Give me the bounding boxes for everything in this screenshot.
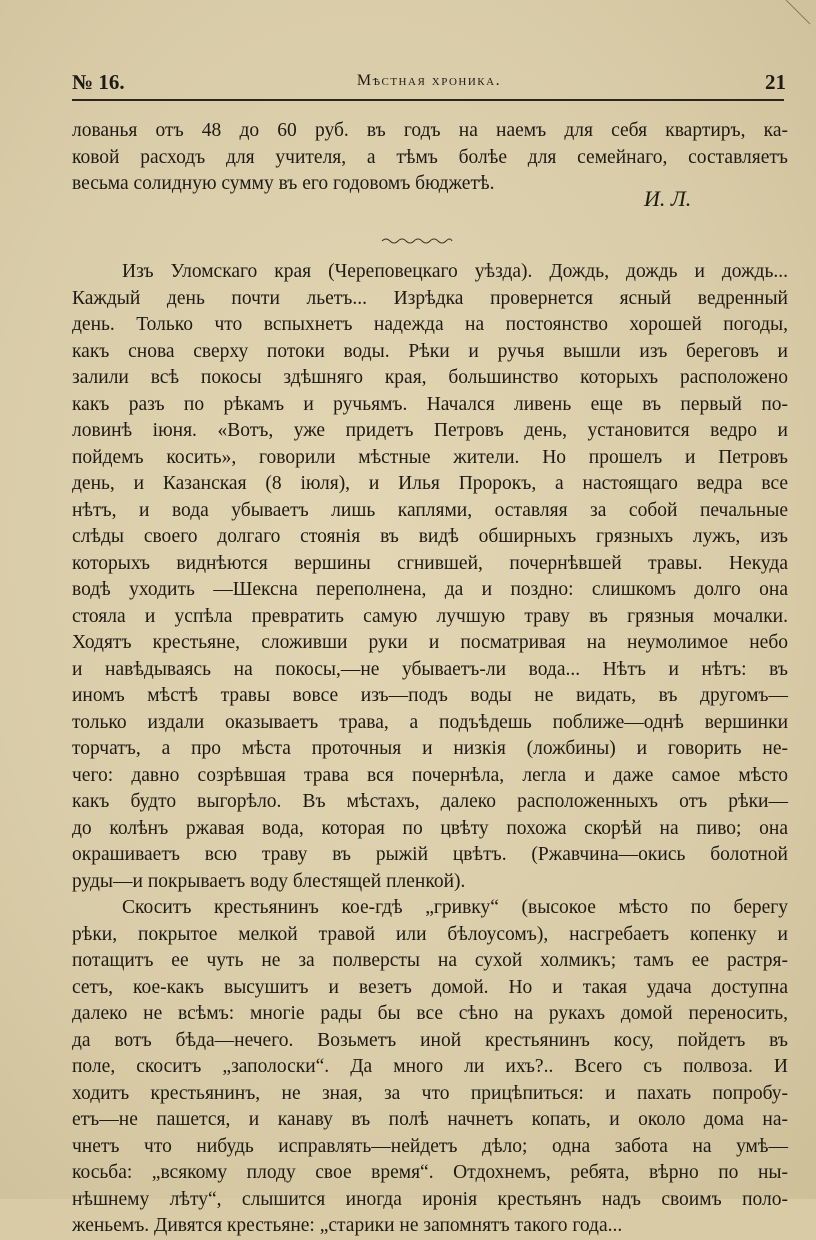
text-line: залили всѣ покосы здѣшняго края, большинство которыхъ расположено <box>72 367 788 388</box>
page-corner-fold <box>776 0 816 40</box>
text-line: ходитъ крестьянинъ, не зная, за что прицѣпиться: и пахать попробу- <box>72 1082 788 1104</box>
text-line: косьба: „всякому плоду свое время“. Отдохнемъ, ребята, вѣрно по ны- <box>72 1162 788 1183</box>
text-line: окрашиваетъ всю траву въ рыжій цвѣтъ. (Ржавчина—окись болотной <box>72 844 788 865</box>
text-line: ловинѣ іюня. «Вотъ, уже придетъ Петровъ день, установится ведро и <box>72 420 788 441</box>
text-line: далеко не всѣмъ: многіе рады бы все сѣно на рукахъ домой переносить, <box>72 1003 788 1024</box>
text-line: какъ разъ по рѣкамъ и ручьямъ. Начался ливень еще въ первый по- <box>72 393 788 415</box>
text-line: сетъ, кое-какъ высушитъ и везетъ домой. Но и такая удача доступна <box>72 976 788 998</box>
section-divider-ornament <box>382 236 452 246</box>
author-signature: И. Л. <box>644 186 692 211</box>
text-line: которыхъ виднѣются вершины сгнившей, почернѣвшей травы. Некуда <box>72 552 788 574</box>
text-line: лованья отъ 48 до 60 руб. въ годъ на наемъ для себя квартиръ, ка- <box>72 120 788 141</box>
text-line: до колѣнъ ржавая вода, которая по цвѣту похожа скорѣй на пиво; она <box>72 817 788 839</box>
text-line: рѣки, покрытое мелкой травой или бѣлоусомъ), насгребаетъ копенку и <box>72 923 788 945</box>
article-body <box>72 259 788 1240</box>
text-line: какъ снова сверху потоки воды. Рѣки и ручья вышли изъ береговъ и <box>72 340 788 362</box>
running-header <box>72 66 786 96</box>
text-line: женьемъ. Дивятся крестьяне: „старики не запомнятъ такого года... <box>72 1215 623 1236</box>
text-line: поле, скоситъ „заполоски“. Да много ли ихъ?.. Всего съ полвоза. И <box>72 1056 788 1077</box>
text-line: водѣ уходить —Шексна переполнена, да и поздно: слишкомъ долго она <box>72 579 788 600</box>
page-number: 21 <box>765 70 786 94</box>
text-line: слѣды своего долгаго стоянія въ видѣ обширныхъ грязныхъ лужъ, изъ <box>72 526 788 547</box>
text-line: ковой расходъ для учителя, а тѣмъ болѣе для семейнаго, составляетъ <box>72 146 788 168</box>
text-line: да вотъ бѣда—нечего. Возьметъ иной крестьянинъ косу, пойдетъ въ <box>72 1029 788 1051</box>
text-line: Каждый день почти льетъ... Изрѣдка провернется ясный ведренный <box>72 287 788 309</box>
text-line: какъ будто выгорѣло. Въ мѣстахъ, далеко расположенныхъ отъ рѣки— <box>72 791 788 812</box>
text-line: день. Только что вспыхнетъ надежда на постоянство хорошей погоды, <box>72 314 788 335</box>
text-line: Скоситъ крестьянинъ кое-гдѣ „гривку“ (высокое мѣсто по берегу <box>122 897 788 918</box>
text-line: нѣтъ, и вода убываетъ лишь каплями, оставляя за собой печальные <box>72 499 788 521</box>
text-line: торчатъ, а про мѣста проточныя и низкія (ложбины) и говорить не- <box>72 738 788 759</box>
text-line: чего: давно созрѣвшая трава вся почернѣла, легла и даже самое мѣсто <box>72 764 788 786</box>
text-line: Изъ Уломскаго края (Череповецкаго уѣзда). Дождь, дождь и дождь... <box>122 261 788 282</box>
text-line: етъ—не пашется, и канаву въ полѣ начнетъ копать, и около дома на- <box>72 1109 788 1130</box>
issue-number: № 16. <box>72 70 125 94</box>
text-line: стояла и успѣла превратить самую лучшую траву въ грязныя мочалки. <box>72 605 788 627</box>
text-line: день, и Казанская (8 іюля), и Илья Пророкъ, а настоящаго ведра все <box>72 473 788 494</box>
text-line: потащитъ ее чуть не за полверсты на сухой холмикъ; тамъ ее растря- <box>72 950 788 971</box>
text-line: пойдемъ косить», говорили мѣстные жители. Но прошелъ и Петровъ <box>72 446 788 468</box>
text-line: только издали оказываетъ трава, а подъѣдешь поближе—однѣ вершинки <box>72 711 788 733</box>
text-line: чнетъ что нибудь исправлять—нейдетъ дѣло; одна забота на умѣ— <box>72 1135 788 1157</box>
text-line: весьма солидную сумму въ его годовомъ бюджетѣ. <box>72 173 495 194</box>
section-title: Мѣстная хроника. <box>356 72 502 89</box>
text-line: и навѣдываясь на покосы,—не убываетъ-ли вода... Нѣтъ и нѣтъ: въ <box>72 658 788 680</box>
header-rule <box>72 99 784 101</box>
text-line: нѣшнему лѣту“, слышится иногда иронія крестьянъ надъ своимъ поло- <box>72 1188 788 1210</box>
text-line: руды—и покрываетъ воду блестящей пленкой). <box>72 870 466 892</box>
text-line: Ходятъ крестьяне, сложивши руки и посматривая на неумолимое небо <box>72 632 788 653</box>
text-line: иномъ мѣстѣ травы вовсе изъ—подъ воды не видать, въ другомъ— <box>72 685 788 706</box>
